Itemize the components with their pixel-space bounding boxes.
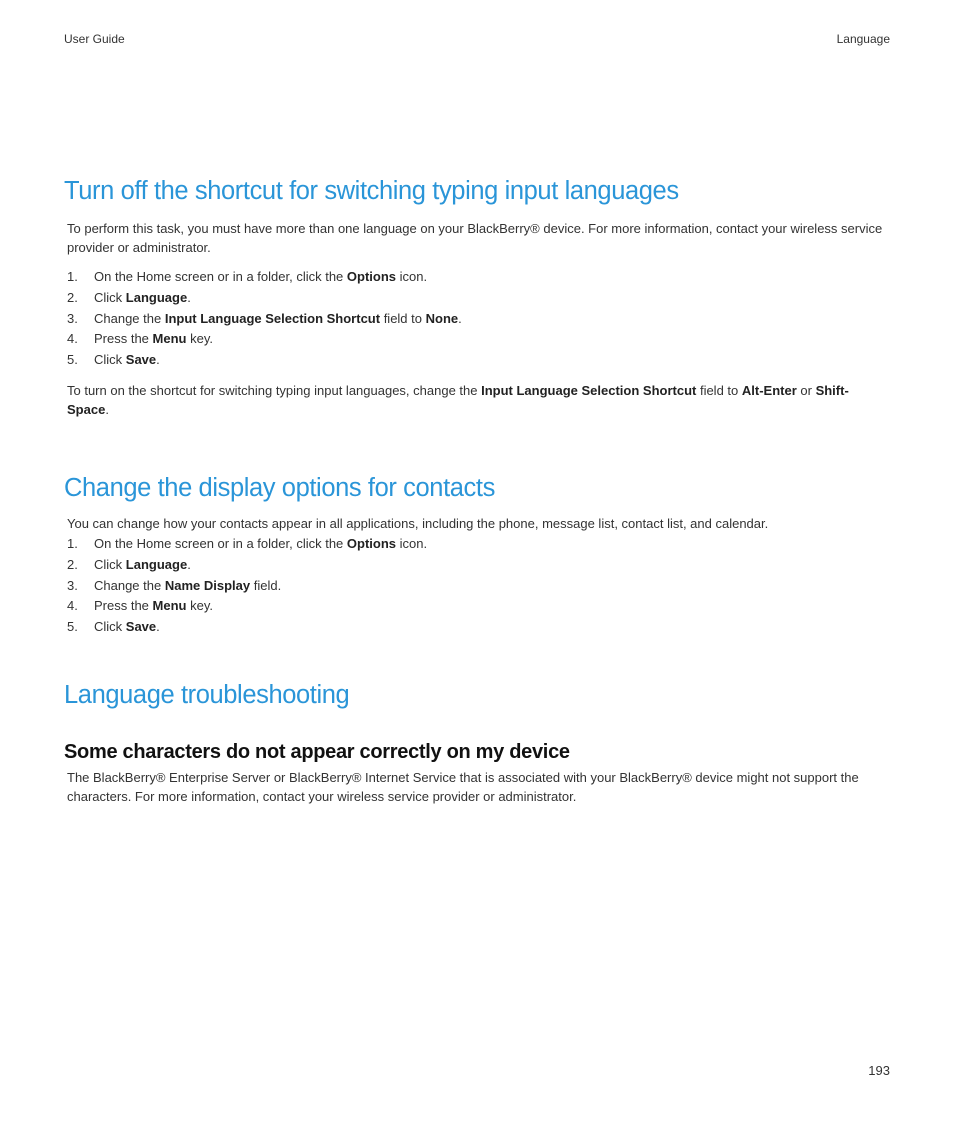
- running-header-chapter: Language: [836, 32, 890, 46]
- ui-term: Language: [125, 556, 188, 572]
- step-text: key.: [186, 598, 213, 614]
- step-text: key.: [186, 331, 213, 347]
- step-text: .: [156, 352, 160, 368]
- steps-list: [64, 534, 890, 638]
- step-number: 1.: [67, 535, 78, 551]
- step-text: On the Home screen or in a folder, click the: [94, 535, 347, 551]
- step-number: 5.: [67, 352, 78, 368]
- step-text: Click: [94, 556, 126, 572]
- ui-term: Options: [346, 535, 397, 551]
- ui-term: Input Language Selection Shortcut: [164, 310, 381, 326]
- steps-list: [64, 267, 890, 371]
- step-item: [64, 617, 890, 638]
- step-number: 5.: [67, 619, 78, 635]
- step-text: field.: [250, 577, 282, 593]
- note-text: field to: [696, 382, 742, 398]
- ui-term: Alt-Enter: [741, 382, 797, 398]
- ui-term: Menu: [152, 331, 187, 347]
- step-item: [64, 596, 890, 617]
- step-text: field to: [380, 310, 426, 326]
- step-item: [64, 288, 890, 309]
- ui-term: Input Language Selection Shortcut: [481, 382, 697, 398]
- step-item: [64, 534, 890, 555]
- note-text: .: [105, 401, 109, 417]
- step-number: 3.: [67, 577, 78, 593]
- section-intro: You can change how your contacts appear in all applications, including the phone, message list, contact list, and calendar.: [67, 515, 769, 531]
- step-text: Click: [94, 352, 126, 368]
- ui-term: Language: [125, 289, 188, 305]
- step-text: icon.: [396, 269, 428, 284]
- step-text: Press the: [94, 331, 153, 347]
- page-number: 193: [868, 1063, 890, 1078]
- step-number: 1.: [67, 269, 78, 284]
- section-intro: To perform this task, you must have more than one language on your BlackBerry® device. For more information, contact your wireless service provider or administrator.: [67, 221, 883, 255]
- step-text: Click: [94, 619, 126, 635]
- step-item: [64, 309, 890, 330]
- step-text: icon.: [396, 535, 428, 551]
- subsection-body: The BlackBerry® Enterprise Server or BlackBerry® Internet Service that is associated with your BlackBerry® device might not support the characters. For more information, contact your wireless service provider or administrator.: [67, 769, 859, 804]
- ui-term: Shift-Space: [67, 382, 849, 417]
- section-contact-display-options: [64, 471, 890, 638]
- ui-term: Name Display: [164, 577, 251, 593]
- running-header-guide-title: User Guide: [64, 32, 125, 46]
- step-text: Change the: [94, 577, 165, 593]
- step-item: [64, 329, 890, 350]
- note-text: To turn on the shortcut for switching typing input languages, change the: [67, 382, 482, 398]
- ui-term: Save: [125, 619, 157, 635]
- step-text: .: [187, 556, 191, 572]
- step-text: .: [458, 310, 462, 326]
- step-text: On the Home screen or in a folder, click the: [94, 269, 347, 284]
- section-title: Language troubleshooting: [64, 680, 350, 709]
- step-text: Press the: [94, 598, 153, 614]
- ui-term: Save: [125, 352, 157, 368]
- step-item: [64, 350, 890, 371]
- step-text: Click: [94, 289, 126, 305]
- section-language-troubleshooting: [64, 678, 890, 806]
- step-number: 2.: [67, 289, 78, 305]
- section-title: Turn off the shortcut for switching typing input languages: [64, 177, 679, 205]
- section-note: [64, 381, 890, 419]
- subsection-title: Some characters do not appear correctly on my device: [64, 740, 570, 763]
- note-text: or: [796, 382, 816, 398]
- step-number: 3.: [67, 310, 78, 326]
- ui-term: None: [425, 310, 459, 326]
- step-number: 2.: [67, 556, 78, 572]
- step-number: 4.: [67, 598, 78, 614]
- step-text: Change the: [94, 310, 165, 326]
- ui-term: Options: [346, 269, 397, 284]
- step-text: .: [156, 619, 160, 635]
- step-number: 4.: [67, 331, 78, 347]
- section-title: Change the display options for contacts: [64, 473, 495, 502]
- ui-term: Menu: [152, 598, 187, 614]
- step-text: .: [187, 289, 191, 305]
- step-item: [64, 267, 890, 288]
- step-item: [64, 576, 890, 597]
- step-item: [64, 555, 890, 576]
- running-header: [64, 32, 890, 50]
- section-turn-off-shortcut: [64, 174, 890, 419]
- page-content: [64, 174, 890, 806]
